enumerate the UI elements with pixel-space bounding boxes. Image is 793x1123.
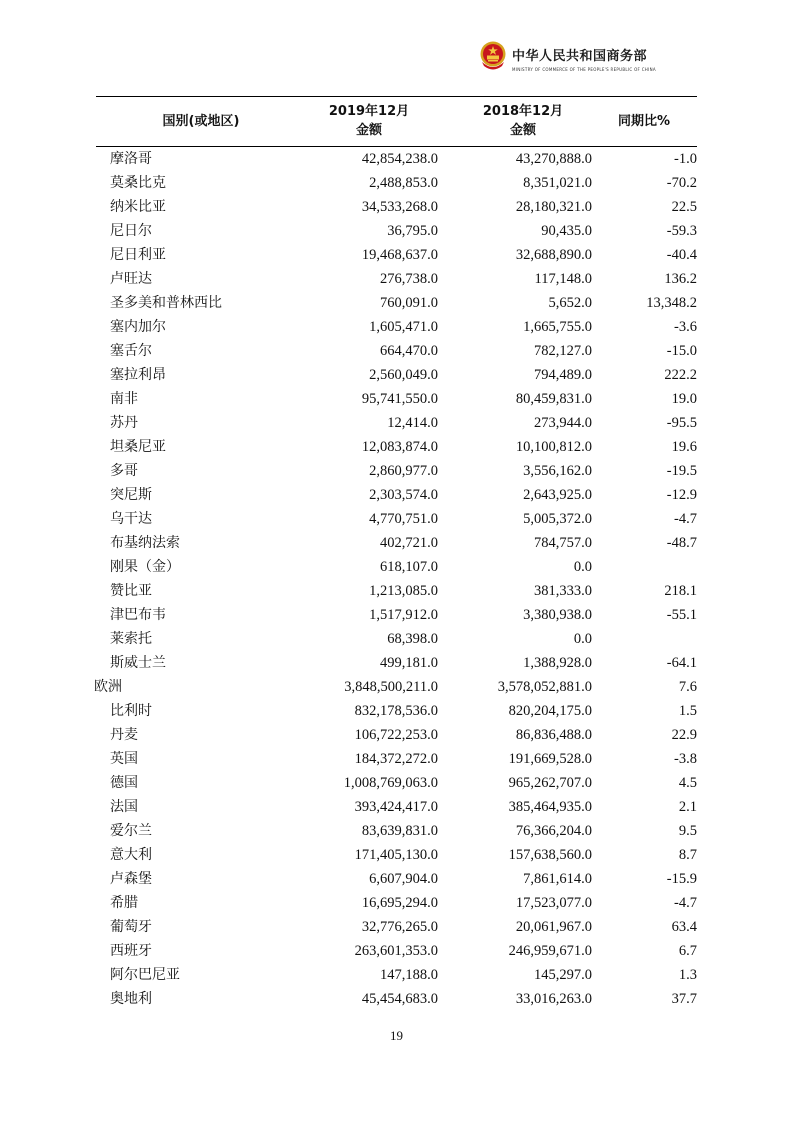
cell-yoy: 222.2 — [664, 367, 697, 383]
table-row — [96, 963, 697, 987]
header-region: 国别(或地区) — [162, 114, 240, 129]
cell-2019-amount: 68,398.0 — [387, 631, 438, 647]
cell-2018-amount: 246,959,671.0 — [508, 943, 592, 959]
cell-2019-amount: 664,470.0 — [380, 343, 438, 359]
cell-yoy: -15.0 — [666, 343, 697, 359]
table-row — [96, 579, 697, 603]
cell-name: 法国 — [110, 799, 138, 815]
cell-2019-amount: 6,607,904.0 — [369, 871, 438, 887]
cell-name: 卢旺达 — [110, 271, 152, 287]
table-row — [96, 195, 697, 219]
cell-yoy: -4.7 — [674, 895, 697, 911]
table-row — [96, 987, 697, 1011]
cell-name: 塞内加尔 — [110, 319, 166, 335]
cell-2019-amount: 95,741,550.0 — [361, 391, 438, 407]
cell-yoy: 9.5 — [678, 823, 697, 839]
cell-name: 尼日利亚 — [110, 247, 166, 263]
cell-2019-amount: 3,848,500,211.0 — [344, 679, 438, 695]
cell-2019-amount: 2,860,977.0 — [369, 463, 438, 479]
cell-2019-amount: 4,770,751.0 — [369, 511, 438, 527]
cell-2018-amount: 1,665,755.0 — [523, 319, 592, 335]
ministry-name-cn: 中华人民共和国商务部 — [512, 49, 648, 64]
cell-2018-amount: 0.0 — [573, 631, 592, 647]
cell-yoy: 136.2 — [664, 271, 697, 287]
cell-2019-amount: 393,424,417.0 — [354, 799, 438, 815]
cell-2019-amount: 618,107.0 — [380, 559, 438, 575]
cell-2019-amount: 171,405,130.0 — [354, 847, 438, 863]
cell-yoy: 218.1 — [664, 583, 697, 599]
cell-yoy: 19.0 — [671, 391, 697, 407]
cell-name: 莫桑比克 — [110, 175, 166, 191]
cell-yoy: -4.7 — [674, 511, 697, 527]
table-row — [96, 939, 697, 963]
cell-yoy: -1.0 — [674, 151, 697, 167]
cell-name: 塞拉利昂 — [110, 367, 166, 383]
table-row — [96, 795, 697, 819]
cell-yoy: -64.1 — [666, 655, 697, 671]
cell-name: 莱索托 — [110, 631, 152, 647]
table-row — [96, 171, 697, 195]
cell-2019-amount: 832,178,536.0 — [354, 703, 438, 719]
cell-name: 斯威士兰 — [110, 655, 166, 671]
table-row — [96, 531, 697, 555]
cell-2018-amount: 273,944.0 — [534, 415, 592, 431]
table-row — [96, 507, 697, 531]
cell-name: 希腊 — [110, 895, 138, 911]
header-yoy: 同期比% — [617, 114, 671, 129]
cell-2019-amount: 12,414.0 — [387, 415, 438, 431]
table-row — [96, 387, 697, 411]
table-body — [96, 147, 697, 1011]
cell-2019-amount: 83,639,831.0 — [361, 823, 438, 839]
cell-2018-amount: 794,489.0 — [534, 367, 592, 383]
cell-2019-amount: 2,560,049.0 — [369, 367, 438, 383]
cell-yoy: 19.6 — [671, 439, 697, 455]
cell-2018-amount: 5,005,372.0 — [523, 511, 592, 527]
table-row — [96, 723, 697, 747]
table-row — [96, 603, 697, 627]
cell-2018-amount: 385,464,935.0 — [508, 799, 592, 815]
cell-2019-amount: 34,533,268.0 — [361, 199, 438, 215]
cell-2019-amount: 12,083,874.0 — [361, 439, 438, 455]
cell-name: 苏丹 — [110, 415, 138, 431]
cell-2019-amount: 402,721.0 — [380, 535, 438, 551]
ministry-name-en: MINISTRY OF COMMERCE OF THE PEOPLE'S REPUBLIC OF CHINA — [512, 67, 656, 72]
table-header — [96, 98, 697, 147]
cell-yoy: -55.1 — [666, 607, 697, 623]
cell-2019-amount: 1,213,085.0 — [369, 583, 438, 599]
cell-name: 塞舌尔 — [110, 343, 152, 359]
cell-2018-amount: 10,100,812.0 — [515, 439, 592, 455]
cell-2018-amount: 117,148.0 — [534, 271, 592, 287]
cell-2018-amount: 3,578,052,881.0 — [497, 679, 592, 695]
table-row — [96, 651, 697, 675]
cell-yoy: 8.7 — [678, 847, 697, 863]
cell-name: 刚果（金） — [110, 559, 180, 575]
cell-2018-amount: 86,836,488.0 — [515, 727, 592, 743]
table-row — [96, 699, 697, 723]
header-2018-amount: 金额 — [509, 123, 536, 138]
table-row — [96, 891, 697, 915]
cell-2018-amount: 20,061,967.0 — [515, 919, 592, 935]
cell-yoy: 37.7 — [671, 991, 697, 1007]
header-2019-amount: 金额 — [355, 123, 382, 138]
cell-2019-amount: 32,776,265.0 — [361, 919, 438, 935]
page-number: 19 — [390, 1028, 403, 1043]
cell-2018-amount: 7,861,614.0 — [523, 871, 592, 887]
cell-2019-amount: 36,795.0 — [387, 223, 438, 239]
cell-yoy: 1.5 — [678, 703, 697, 719]
cell-yoy: -95.5 — [666, 415, 697, 431]
cell-name: 坦桑尼亚 — [110, 439, 166, 455]
cell-yoy: 2.1 — [678, 799, 697, 815]
table-row — [96, 747, 697, 771]
cell-name: 乌干达 — [110, 511, 152, 527]
cell-name: 英国 — [110, 751, 138, 767]
table-row — [96, 243, 697, 267]
cell-name: 爱尔兰 — [110, 823, 152, 839]
cell-2018-amount: 8,351,021.0 — [523, 175, 592, 191]
cell-2018-amount: 820,204,175.0 — [508, 703, 592, 719]
cell-2019-amount: 263,601,353.0 — [354, 943, 438, 959]
cell-name: 摩洛哥 — [110, 151, 152, 167]
cell-yoy: 13,348.2 — [646, 295, 697, 311]
cell-yoy: -19.5 — [666, 463, 697, 479]
cell-2018-amount: 3,380,938.0 — [523, 607, 592, 623]
cell-yoy: 22.5 — [671, 199, 697, 215]
table-row — [96, 843, 697, 867]
cell-2019-amount: 2,303,574.0 — [369, 487, 438, 503]
cell-name: 德国 — [110, 775, 138, 791]
cell-name: 西班牙 — [110, 943, 152, 959]
cell-2019-amount: 760,091.0 — [380, 295, 438, 311]
cell-2019-amount: 106,722,253.0 — [354, 727, 438, 743]
header-2018-period: 2018年12月 — [482, 104, 564, 119]
cell-name: 布基纳法索 — [110, 535, 180, 551]
cell-2018-amount: 32,688,890.0 — [515, 247, 592, 263]
cell-2019-amount: 499,181.0 — [380, 655, 438, 671]
table-row-region — [96, 675, 697, 699]
cell-2019-amount: 45,454,683.0 — [361, 991, 438, 1007]
cell-name: 突尼斯 — [110, 487, 152, 503]
cell-name: 奥地利 — [110, 991, 152, 1007]
header-2019 — [304, 102, 434, 140]
national-emblem-icon — [478, 40, 508, 72]
cell-yoy: 1.3 — [678, 967, 697, 983]
cell-name: 丹麦 — [110, 727, 138, 743]
cell-name: 尼日尔 — [110, 223, 152, 239]
table-row — [96, 819, 697, 843]
cell-yoy: 4.5 — [678, 775, 697, 791]
cell-yoy: -15.9 — [666, 871, 697, 887]
table-row — [96, 435, 697, 459]
cell-2018-amount: 191,669,528.0 — [508, 751, 592, 767]
header-2019-period: 2019年12月 — [328, 104, 410, 119]
cell-name: 多哥 — [110, 463, 138, 479]
cell-2019-amount: 19,468,637.0 — [361, 247, 438, 263]
cell-2018-amount: 145,297.0 — [534, 967, 592, 983]
cell-name: 南非 — [110, 391, 138, 407]
cell-2018-amount: 43,270,888.0 — [515, 151, 592, 167]
cell-name: 卢森堡 — [110, 871, 152, 887]
table-row — [96, 771, 697, 795]
table-row — [96, 627, 697, 651]
header-2018 — [458, 102, 588, 140]
cell-2019-amount: 42,854,238.0 — [361, 151, 438, 167]
cell-2019-amount: 276,738.0 — [380, 271, 438, 287]
cell-2018-amount: 76,366,204.0 — [515, 823, 592, 839]
cell-2018-amount: 33,016,263.0 — [515, 991, 592, 1007]
cell-yoy: -3.6 — [674, 319, 697, 335]
table-row — [96, 411, 697, 435]
cell-name: 欧洲 — [94, 679, 122, 695]
cell-yoy: -12.9 — [666, 487, 697, 503]
cell-name: 纳米比亚 — [110, 199, 166, 215]
cell-2018-amount: 381,333.0 — [534, 583, 592, 599]
table-row — [96, 555, 697, 579]
table-row — [96, 291, 697, 315]
cell-2018-amount: 2,643,925.0 — [523, 487, 592, 503]
cell-name: 比利时 — [110, 703, 152, 719]
cell-2018-amount: 157,638,560.0 — [508, 847, 592, 863]
cell-2019-amount: 1,008,769,063.0 — [343, 775, 438, 791]
table-row — [96, 459, 697, 483]
cell-yoy: -40.4 — [666, 247, 697, 263]
ministry-header — [512, 45, 656, 72]
cell-yoy: 7.6 — [678, 679, 697, 695]
cell-yoy: 63.4 — [671, 919, 697, 935]
table-row — [96, 147, 697, 171]
table-row — [96, 219, 697, 243]
cell-2018-amount: 5,652.0 — [548, 295, 592, 311]
cell-name: 圣多美和普林西比 — [110, 295, 222, 311]
cell-2019-amount: 1,517,912.0 — [369, 607, 438, 623]
table-row — [96, 867, 697, 891]
table-top-rule — [96, 96, 697, 97]
cell-name: 赞比亚 — [110, 583, 152, 599]
cell-2018-amount: 90,435.0 — [541, 223, 592, 239]
cell-yoy: -48.7 — [666, 535, 697, 551]
table-row — [96, 339, 697, 363]
table-row — [96, 363, 697, 387]
table-row — [96, 915, 697, 939]
table-row — [96, 483, 697, 507]
table-row — [96, 315, 697, 339]
cell-2019-amount: 2,488,853.0 — [369, 175, 438, 191]
cell-name: 津巴布韦 — [110, 607, 166, 623]
cell-2019-amount: 1,605,471.0 — [369, 319, 438, 335]
cell-2018-amount: 80,459,831.0 — [515, 391, 592, 407]
cell-yoy: -70.2 — [666, 175, 697, 191]
cell-2018-amount: 17,523,077.0 — [515, 895, 592, 911]
table-row — [96, 267, 697, 291]
cell-name: 阿尔巴尼亚 — [110, 967, 180, 983]
cell-2019-amount: 16,695,294.0 — [361, 895, 438, 911]
cell-2018-amount: 0.0 — [573, 559, 592, 575]
cell-name: 意大利 — [110, 847, 152, 863]
cell-yoy: 22.9 — [671, 727, 697, 743]
cell-2018-amount: 782,127.0 — [534, 343, 592, 359]
cell-2019-amount: 147,188.0 — [380, 967, 438, 983]
cell-yoy: 6.7 — [678, 943, 697, 959]
cell-yoy: -3.8 — [674, 751, 697, 767]
cell-yoy: -59.3 — [666, 223, 697, 239]
cell-2019-amount: 184,372,272.0 — [354, 751, 438, 767]
cell-2018-amount: 784,757.0 — [534, 535, 592, 551]
cell-2018-amount: 965,262,707.0 — [508, 775, 592, 791]
cell-2018-amount: 3,556,162.0 — [523, 463, 592, 479]
cell-2018-amount: 1,388,928.0 — [523, 655, 592, 671]
cell-name: 葡萄牙 — [110, 919, 152, 935]
cell-2018-amount: 28,180,321.0 — [515, 199, 592, 215]
